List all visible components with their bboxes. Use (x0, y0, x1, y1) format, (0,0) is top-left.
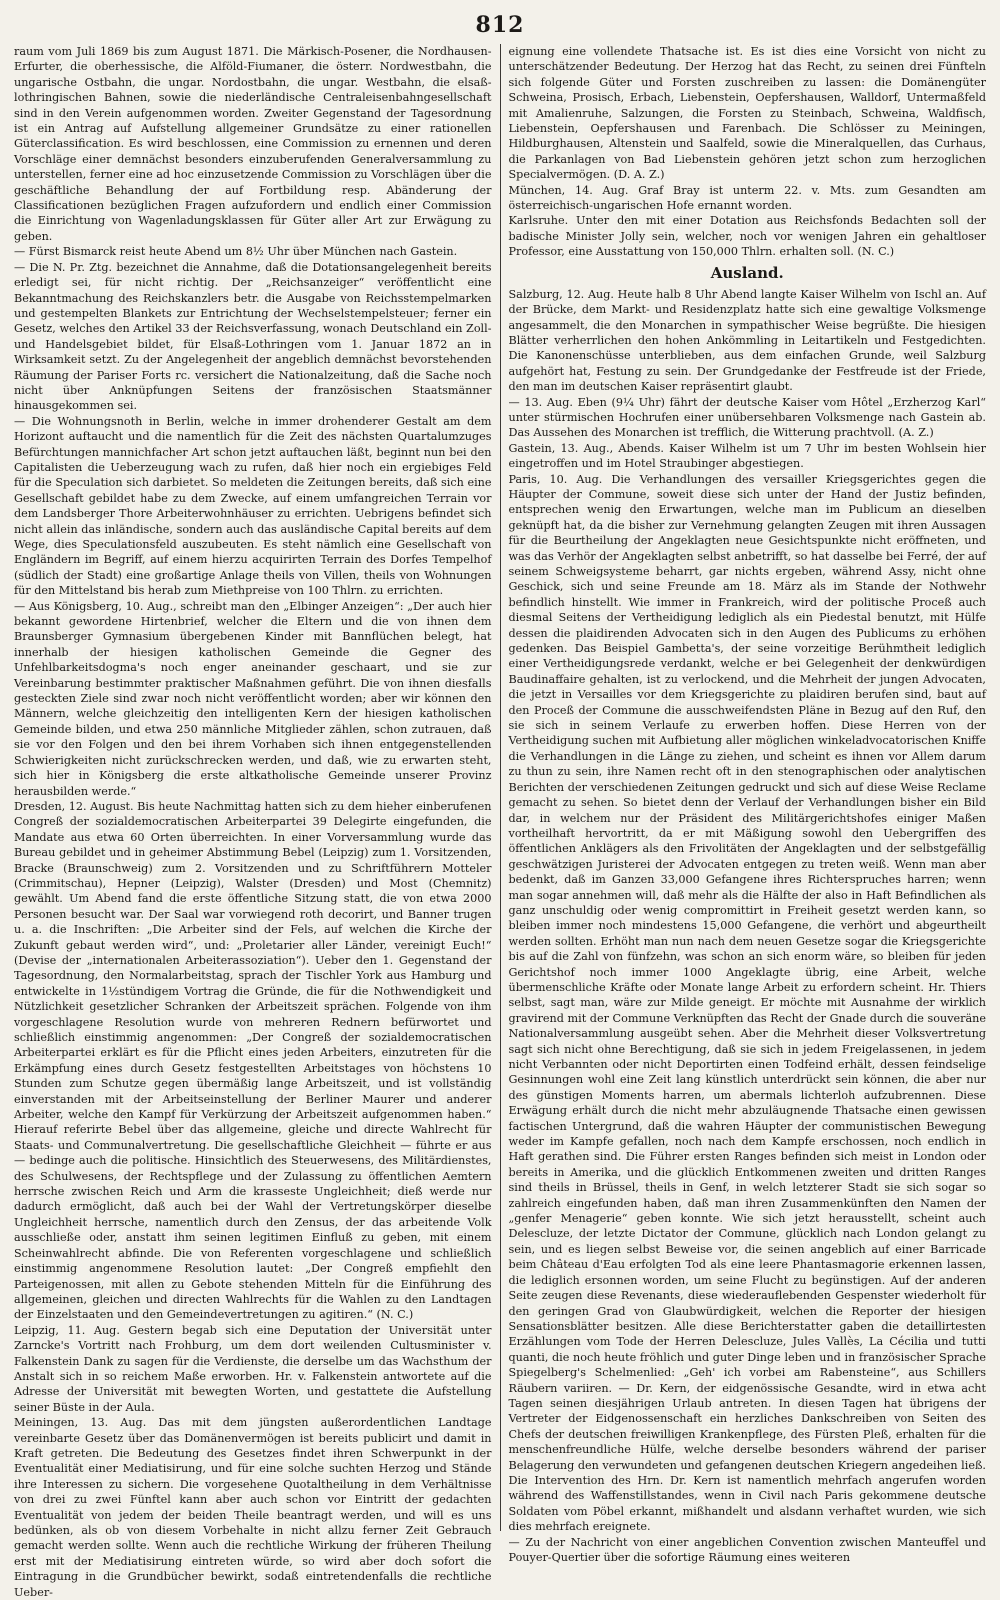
article-paragraph: — Die Wohnungsnoth in Berlin, welche in immer drohenderer Gestalt am dem Horizont auftaucht und die namentlich für die Zeit des nächsten Quartalumzuges Befürchtungen mannichfacher Art schon jetzt auftauchen läßt, beginnt nun bei den Capitalisten die Ueberzeugung wach zu rufen, daß hier noch ein ergiebiges Feld für die Speculation sich darbietet. So meldeten die Zeitungen bereits, daß sich eine Gesellschaft gebildet habe zu dem Zwecke, auf einem umfangreichen Terrain vor dem Landsberger Thore Arbeiterwohnhäuser zu errichten. Uebrigens befindet sich nicht allein das inländische, sondern auch das ausländische Capital bereits auf dem Wege, dies Speculationsfeld auszubeuten. Es steht nämlich eine Gesellschaft von Engländern im Begriff, auf einem hierzu acquirirten Terrain des Dorfes Tempelhof (südlich der Stadt) eine großartige Anlage theils von Villen, theils von Wohnungen für den Mittelstand bis herab zum Miethpreise von 100 Thlrn. zu errichten. (14, 414, 492, 598)
article-paragraph: Gastein, 13. Aug., Abends. Kaiser Wilhelm ist um 7 Uhr im besten Wohlsein hier eingetroffen und im Hotel Straubinger abgestiegen. (508, 441, 986, 471)
article-paragraph: Paris, 10. Aug. Die Verhandlungen des versailler Kriegsgerichtes gegen die Häupter der Commune, soweit diese sich unter der Hand der Justiz befinden, entsprechen wenig den Erwartungen, welche man im Publicum an dieselben geknüpft hat, da die bisher zur Vernehmung gelangten Zeugen mit ihren Aussagen für die Beurtheilung der Angeklagten neue Gesichtspunkte nicht eröffneten, und was das Verhör der Angeklagten selbst anbetrifft, so hat dasselbe bei Ferré, der auf seinem Schweigsysteme beharrt, gar nichts ergeben, während Assy, nicht ohne Geschick, sich und seine Freunde am 18. März als im Stande der Nothwehr befindlich hinstellt. Wie immer in Frankreich, wird der politische Proceß auch diesmal Seitens der Vertheidigung lediglich als ein Piedestal benutzt, mit Hülfe dessen die plaidirenden Advocaten sich in den Augen des Publicums zu erhöhen gedenken. Das Beispiel Gambetta's, der seine vorzeitige Berühmtheit lediglich einer Vertheidigungsrede verdankt, welche er bei Gelegenheit der denkwürdigen Baudinaffaire gehalten, ist zu verlockend, und die Mehrheit der jungen Advocaten, die jetzt in Versailles vor dem Kriegsgerichte zu plaidiren berufen sind, baut auf den Proceß der Commune die ausschweifendsten Pläne in Bezug auf den Ruf, den sie sich in seinem Verlaufe zu erwerben hoffen. Diese Herren von der Vertheidigung suchen mit Aufbietung aller möglichen winkeladvocatorischen Kniffe die Verhandlungen in die Länge zu ziehen, und scheint es ihnen vor Allem darum zu thun zu sein, ihre Namen recht oft in den stenographischen oder analytischen Berichten der verschiedenen Zeitungen gedruckt und sich auf diese Weise Reclame gemacht zu sehen. So bietet denn der Verlauf der Verhandlungen bisher ein Bild dar, in welchem nur der Präsident des Militärgerichtshofes einiger Maßen vortheilhaft hervortritt, da er mit Mäßigung sowohl den Uebergriffen des öffentlichen Anklägers als den Frivolitäten der Angeklagten und der selbstgefällig geschwätzigen Juristerei der Advocaten entgegen zu treten weiß. Wenn man aber bedenkt, daß im Ganzen 33,000 Gefangene ihres Richterspruches harren; wenn man sogar annehmen will, daß mehr als die Hälfte der also in Haft Befindlichen als ganz unschuldig oder wenig compromittirt in Freiheit gesetzt werden kann, so bleiben immer noch mindestens 15,000 Gefangene, die verhört und abgeurtheilt werden sollten. Erhöht man nun nach dem neuen Gesetze sogar die Kriegsgerichte bis auf die Zahl von fünfzehn, was schon an sich enorm wäre, so bleiben für jeden Gerichtshof noch immer 1000 Angeklagte übrig, eine Arbeit, welche übermenschliche Kräfte oder Monate lange Arbeit zu erfordern scheint. Hr. Thiers selbst, sagt man, wäre zur Milde geneigt. Er möchte mit Ausnahme der wirklich gravirend mit der Commune Verknüpften das Recht der Gnade durch die souveräne Nationalversammlung ausgeübt sehen. Aber die Mehrheit dieser Volksvertretung sagt sich nicht ohne Berechtigung, daß sie sich in jedem Freigelassenen, in jedem nicht Verbannten oder nicht Deportirten einen Todfeind erhält, dessen feindselige Gesinnungen wohl eine Zeit lang künstlich unterdrückt sein können, die aber nur des günstigen Moments harren, um abermals lichterloh aufzubrennen. Diese Erwägung erhält durch die nicht mehr abzuläugnende Thatsache einen gewissen factischen Untergrund, daß die wahren Häupter der communistischen Bewegung weder im Kampfe gefallen, noch nach dem Kampfe erschossen, noch endlich in Haft gerathen sind. Die Führer ersten Ranges befinden sich meist in London oder bereits in Amerika, und die glücklich Entkommenen zweiten und dritten Ranges sind theils in Brüssel, theils in Genf, in welch letzterer Stadt sie sich sogar so zahlreich eingefunden haben, daß man ihren Zusammenkünften den Namen der „genfer Menagerie“ geben konnte. Wie sich jetzt herausstellt, scheint auch Delescluze, der letzte Dictator der Commune, glücklich nach London gelangt zu sein, und es liegen selbst Beweise vor, die seinen angeblich auf einer Barricade beim Château d'Eau erfolgten Tod als eine leere Phantasmagorie erkennen lassen, die lediglich ersonnen worden, um seine Flucht zu begünstigen. Auf der anderen Seite zeugen diese Revenants, diese wiederauflebenden Gespenster wiederholt für den geringen Grad von Glaubwürdigkeit, welchen die Reporter der hiesigen Sensationsblätter besitzen. Alle diese Berichterstatter gaben die detaillirtesten Erzählungen vom Tode der Herren Delescluze, Jules Vallès, La Cécilia und tutti quanti, die noch heute fröhlich und guter Dinge leben und in französischer Sprache Spiegelberg's Schelmenlied: „Geh' ich vorbei am Rabensteine“, aus Schillers Räubern variiren. — Dr. Kern, der eidgenössische Gesandte, wird in etwa acht Tagen seinen diesjährigen Urlaub antreten. In diesen Tagen hat übrigens der Vertreter der Eidgenossenschaft ein herzliches Dankschreiben von Seiten des Chefs der deutschen freiwilligen Krankenpflege, des Fürsten Pleß, erhalten für die menschenfreundliche Hülfe, welche derselbe besonders während der pariser Belagerung den verwundeten und gefangenen deutschen Kriegern angedeihen ließ. Die Intervention des Hrn. Dr. Kern ist namentlich mehrfach angerufen worden während des Waffenstillstandes, wenn in Civil nach Paris gekommene deutsche Soldaten vom Pöbel erkannt, mißhandelt und alsdann verhaftet wurden, wie sich dies mehrfach ereignete. (508, 472, 986, 1534)
left-column (14, 44, 501, 1599)
article-paragraph: — Zu der Nachricht von einer angeblichen Convention zwischen Manteuffel und Pouyer-Quertier über die sofortige Räumung eines weiteren (508, 1535, 986, 1564)
article-paragraph: Salzburg, 12. Aug. Heute halb 8 Uhr Abend langte Kaiser Wilhelm von Ischl an. Auf der Brücke, dem Markt- und Residenzplatz hatte sich eine gewaltige Volksmenge angesammelt, die den Monarchen in sympathischer Weise begrüßte. Die hiesigen Blätter verherrlichen den hohen Ankömmling in Leitartikeln und Festgedichten. Die Kanonenschüsse unterblieben, aus dem einfachen Grunde, weil Salzburg aufgehört hat, Festung zu sein. Der Grundgedanke der Festfreude ist der Friede, den man im deutschen Kaiser repräsentirt glaubt. (508, 287, 986, 394)
article-paragraph: — Die N. Pr. Ztg. bezeichnet die Annahme, daß die Dotationsangelegenheit bereits erledigt sei, für nicht richtig. Der „Reichsanzeiger“ veröffentlicht eine Bekanntmachung des Reichskanzlers betr. die Ausgabe von Reichsstempelmarken und gestempelten Blankets zur Entrichtung der Wechselstempelsteuer; ferner ein Gesetz, welches den Artikel 33 der Reichsverfassung, wonach Deutschland ein Zoll- und Handelsgebiet bildet, für Elsaß-Lothringen vom 1. Januar 1872 an in Wirksamkeit setzt. Zu der Angelegenheit der angeblich demnächst bevorstehenden Räumung der Pariser Forts rc. versichert die Nationalzeitung, daß die Sache noch nicht über Anknüpfungen Seitens der französischen Staatsmänner hinausgekommen sei. (14, 260, 492, 413)
article-paragraph: — Aus Königsberg, 10. Aug., schreibt man den „Elbinger Anzeigen“: „Der auch hier bekannt gewordene Hirtenbrief, welcher die Eltern und die von ihnen dem Braunsberger Gymnasium übergebenen Kinder mit Bannflüchen belegt, hat innerhalb der hiesigen katholischen Gemeinde die Gegner des Unfehlbarkeitsdogma's noch enger aneinander geschaart, und sie zur Vereinbarung bestimmter praktischer Maßnahmen geführt. Die von ihnen diesfalls gesteckten Ziele sind zwar noch nicht veröffentlicht worden; aber wir können den Männern, welche gleichzeitig den intelligenten Kern der hiesigen katholischen Gemeinde bilden, und etwa 250 männliche Mitglieder zählen, schon zutrauen, daß sie vor den Folgen und den bei ihrem Vorhaben sich ihnen entgegenstellenden Schwierigkeiten nicht zurückschrecken werden, und daß, wie zu erwarten steht, sich hier in Königsberg die erste altkatholische Gemeinde unserer Provinz herausbilden werde.“ (14, 599, 492, 798)
article-paragraph: — Fürst Bismarck reist heute Abend um 8½ Uhr über München nach Gastein. (14, 245, 458, 259)
article-paragraph: raum vom Juli 1869 bis zum August 1871. Die Märkisch-Posener, die Nordhausen-Erfurter, die oberhessische, die Alföld-Fiumaner, die österr. Nordwestbahn, die ungarische Ostbahn, die ungar. Nordostbahn, die ungar. Westbahn, die elsaß-lothringischen Bahnen, sowie die niederländische Centraleisenbahngesellschaft sind in den Verein aufgenommen worden. Zweiter Gegenstand der Tagesordnung ist ein Antrag auf Aufstellung allgemeiner Grundsätze zu einer rationellen Güterclassification. Es wird beschlossen, eine Commission zu ernennen und deren Vorschläge einer demnächst besonders einzuberufenden Generalversammlung zu unterstellen, ferner eine ad hoc einzusetzende Commission zu Vorschlägen über die geschäftliche Behandlung der auf Fortbildung resp. Abänderung der Classificationen bezüglichen Fragen aufzufordern und endlich einer Commission die Einrichtung von Wagenladungsklassen für Güter aller Art zur Erwägung zu geben. (14, 45, 492, 243)
article-paragraph: Leipzig, 11. Aug. Gestern begab sich eine Deputation der Universität unter Zarncke's Vortritt nach Frohburg, um dem dort weilenden Cultusminister v. Falkenstein Dank zu sagen für die Verdienste, die derselbe um das Wachsthum der Anstalt sich in so reichem Maße erworben. Hr. v. Falkenstein antwortete auf die Adresse der Universität mit bewegten Worten, und gestattete die Aufstellung seiner Büste in der Aula. (14, 1323, 492, 1414)
article-paragraph: Dresden, 12. August. Bis heute Nachmittag hatten sich zu dem hieher einberufenen Congreß der sozialdemocratischen Arbeiterpartei 39 Delegirte eingefunden, die Mandate aus etwa 60 Orten überreichten. In einer Vorversammlung wurde das Bureau gebildet und in geheimer Abstimmung Bebel (Leipzig) zum 1. Vorsitzenden, Bracke (Braunschweig) zum 2. Vorsitzenden und zu Schriftführern Motteler (Crimmitschau), Hepner (Leipzig), Walster (Dresden) und Most (Chemnitz) gewählt. Um Abend fand die erste öffentliche Sitzung statt, die von etwa 2000 Personen besucht war. Der Saal war vorwiegend roth decorirt, und Banner trugen u. a. die Inschriften: „Die Arbeiter sind der Fels, auf welchen die Kirche der Zukunft gebaut werden wird“, und: „Proletarier aller Länder, vereinigt Euch!“ (Devise der „internationalen Arbeiterassoziation“). Ueber den 1. Gegenstand der Tagesordnung, den Normalarbeitstag, sprach der Tischler York aus Hamburg und entwickelte in 1½stündigem Vortrag die Gründe, die für die Nothwendigkeit und Nützlichkeit gesetzlicher Schranken der Arbeitszeit sprächen. Folgende von ihm vorgeschlagene Resolution wurde von mehreren Rednern befürwortet und schließlich einstimmig angenommen: „Der Congreß der sozialdemocratischen Arbeiterpartei erklärt es für die Pflicht eines jeden Arbeiters, einzutreten für die Erkämpfung eines durch Gesetz festgestellten Arbeitstages von höchstens 10 Stunden zum Schutze gegen übermäßig lange Arbeitszeit, und ist vollständig einverstanden mit der Arbeitseinstellung der Berliner Maurer und anderer Arbeiter, welche den Kampf für Verkürzung der Arbeitszeit aufgenommen haben.“ Hierauf referirte Bebel über das allgemeine, gleiche und directe Wahlrecht für Staats- und Communalvertretung. Die gesellschaftliche Gleichheit — führte er aus — bedinge auch die politische. Hinsichtlich des Steuerwesens, des Militärdienstes, des Schulwesens, der Rechtspflege und der Zulassung zu öffentlichen Aemtern herrsche zwischen Reich und Arm die krasseste Ungleichheit; dieß werde nur dadurch ermöglicht, daß auch bei der Wahl der Vertretungskörper dieselbe Ungleichheit herrsche, namentlich durch den Zensus, der das arbeitende Volk ausschließe oder, anstatt ihm seinen legitimen Einfluß zu geben, mit einem Scheinwahlrecht abfinde. Die von Referenten vorgeschlagene und schließlich einstimmig angenommene Resolution lautet: „Der Congreß empfiehlt den Parteigenossen, mit allen zu Gebote stehenden Mitteln für die Einführung des allgemeinen, gleichen und directen Wahlrechts für die Wahlen zu den Landtagen der Einzelstaaten und den Gemeindevertretungen zu agitiren.“ (N. C.) (14, 799, 492, 1322)
article-paragraph: eignung eine vollendete Thatsache ist. Es ist dies eine Vorsicht von nicht zu unterschätzender Bedeutung. Der Herzog hat das Recht, zu seinen drei Fünfteln sich folgende Güter und Forsten zuschreiben zu lassen: die Domänengüter Schweina, Prosisch, Erbach, Liebenstein, Oepfershausen, Walldorf, Untermaßfeld mit Amalienruhe, Salzungen, die Forsten zu Steinbach, Schweina, Waldfisch, Liebenstein, Oepfershausen und Farenbach. Die Schlösser zu Meiningen, Hildburghausen, Altenstein und Saalfeld, sowie die Mineralquellen, das Curhaus, die Parkanlagen von Bad Liebenstein gehören jetzt schon zum herzoglichen Specialvermögen. (D. A. Z.) (508, 45, 986, 182)
section-heading-ausland: Ausland. (710, 263, 784, 282)
article-paragraph: München, 14. Aug. Graf Bray ist unterm 22. v. Mts. zum Gesandten am österreichisch-ungarischen Hofe ernannt worden. (508, 183, 986, 213)
right-column (501, 44, 987, 1564)
article-paragraph: Karlsruhe. Unter den mit einer Dotation aus Reichsfonds Bedachten soll der badische Minister Jolly sein, welcher, noch vor wenigen Jahren ein gehaltloser Professor, eine Ausstattung von 150,000 Thlrn. erhalten soll. (N. C.) (508, 214, 986, 259)
text-columns (14, 44, 986, 1599)
page-number: 812 (475, 12, 525, 38)
article-paragraph: — 13. Aug. Eben (9¼ Uhr) fährt der deutsche Kaiser vom Hôtel „Erzherzog Karl“ unter stürmischen Hochrufen einer unübersehbaren Volksmenge nach Gastein ab. Das Aussehen des Monarchen ist trefflich, die Witterung prachtvoll. (A. Z.) (508, 395, 986, 440)
article-paragraph: Meiningen, 13. Aug. Das mit dem jüngsten außerordentlichen Landtage vereinbarte Gesetz über das Domänenvermögen ist bereits publicirt und damit in Kraft getreten. Die Bedeutung des Gesetzes findet ihren Schwerpunkt in der Eventualität einer Mediatisirung, und für eine solche suchten Herzog und Stände ihre Interessen zu sichern. Die vorgesehene Quotaltheilung in dem Verhältnisse von drei zu zwei Fünftel kann aber auch schon vor Eintritt der gedachten Eventualität von jedem der beiden Theile beantragt werden, und will es uns bedünken, als ob von diesem Vorbehalte in nicht allzu ferner Zeit Gebrauch gemacht werden sollte. Wenn auch die rechtliche Wirkung der früheren Theilung erst mit der Mediatisirung eintreten würde, so wird aber doch sofort die Eintragung in die Grundbücher bewirkt, sodaß eintretendenfalls die rechtliche Ueber- (14, 1416, 492, 1599)
